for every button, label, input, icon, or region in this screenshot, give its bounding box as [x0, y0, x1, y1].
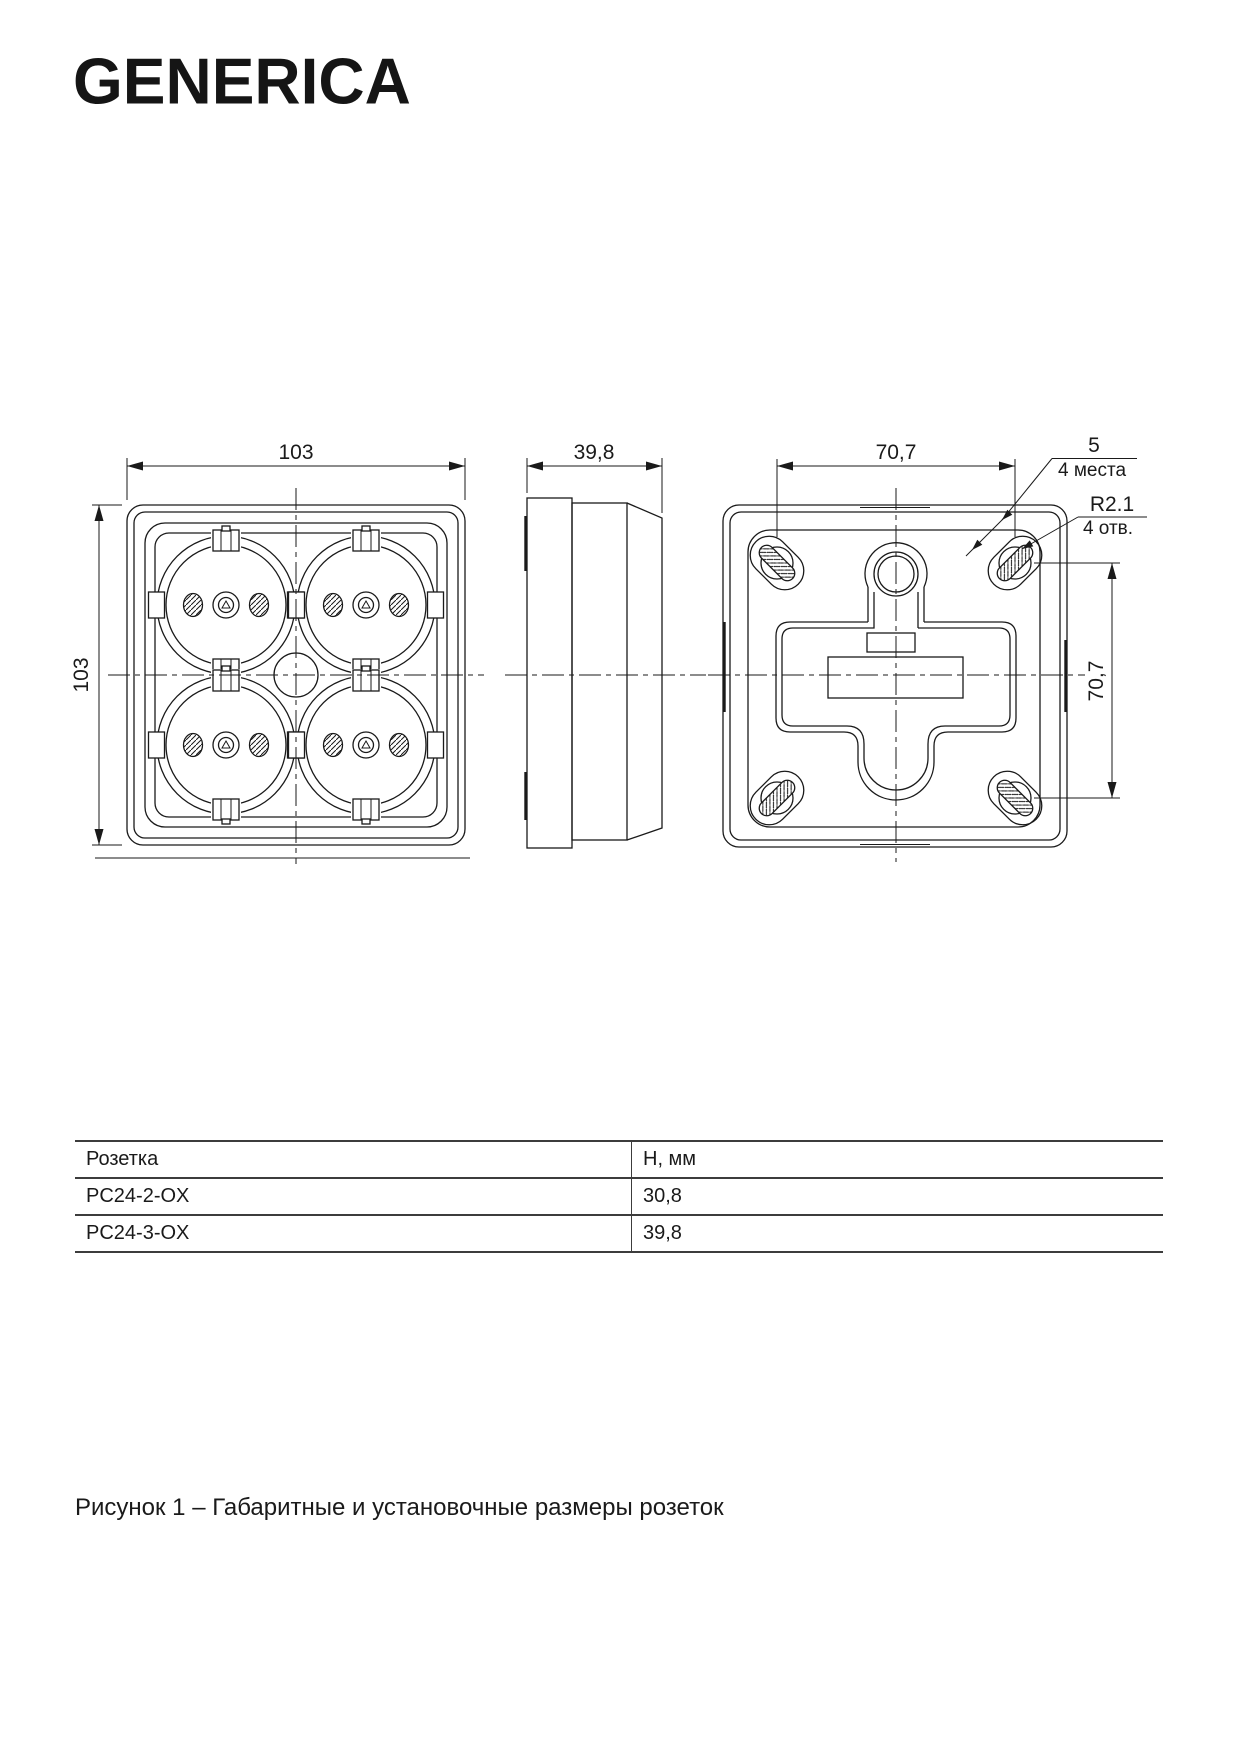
- cell-model: PC24-2-OX: [75, 1178, 632, 1215]
- dim-rear-hole-spacing-v: 70,7: [1085, 660, 1108, 702]
- dim-side-depth: 39,8: [573, 441, 615, 464]
- dim-front-height: 103: [70, 657, 93, 693]
- label-slot-width: 5: [1088, 434, 1100, 457]
- label-radius-holes: 4 отв.: [1082, 518, 1134, 539]
- col-header-socket: Розетка: [75, 1141, 632, 1178]
- dim-rear-hole-spacing-h: 70,7: [875, 441, 917, 464]
- label-slot-places: 4 места: [1057, 460, 1127, 481]
- brand-logo: GENERICA: [73, 44, 411, 118]
- figure-caption: Рисунок 1 – Габаритные и установочные размеры розеток: [75, 1494, 724, 1521]
- table-row: [75, 1178, 1163, 1215]
- cell-model: PC24-3-OX: [75, 1215, 632, 1252]
- dim-front-width: 103: [278, 441, 314, 464]
- front-view: [70, 441, 484, 864]
- table-row: [75, 1215, 1163, 1252]
- cell-height: 39,8: [632, 1215, 1164, 1252]
- rear-view: [708, 434, 1147, 862]
- spec-table: [75, 1140, 1163, 1253]
- side-view: [505, 441, 706, 848]
- table-header-row: [75, 1141, 1163, 1178]
- col-header-height: H, мм: [632, 1141, 1164, 1178]
- label-corner-radius: R2.1: [1089, 493, 1135, 516]
- cell-height: 30,8: [632, 1178, 1164, 1215]
